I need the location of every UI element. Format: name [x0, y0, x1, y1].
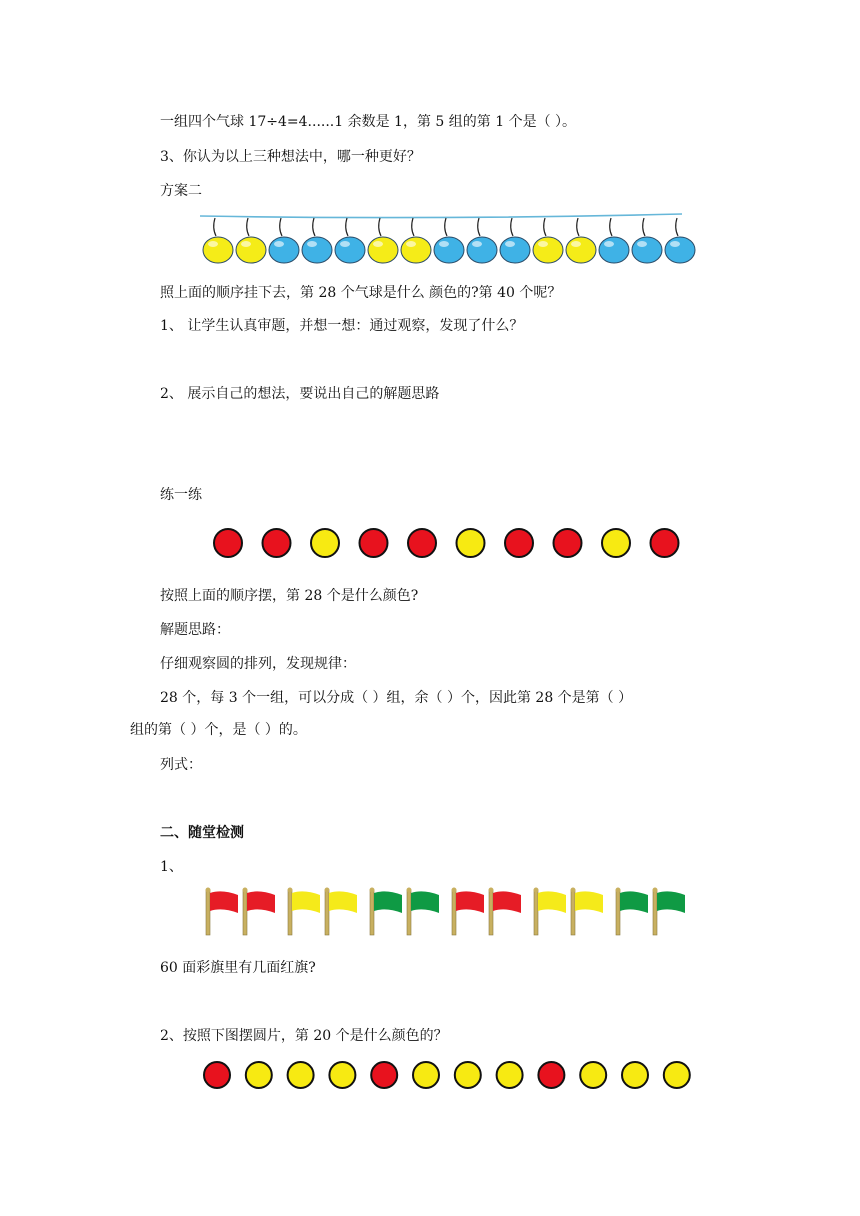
circle-yellow — [457, 529, 485, 557]
circle-red — [360, 529, 388, 557]
heading-practice: 练一练 — [160, 487, 202, 503]
circle-yellow — [664, 1062, 690, 1088]
circle-yellow — [413, 1062, 439, 1088]
text-line-2: 3、你认为以上三种想法中，哪一种更好？ — [160, 149, 421, 165]
circle-yellow — [288, 1062, 314, 1088]
flag-yellow — [288, 888, 321, 936]
balloon-blue — [302, 218, 332, 263]
circle-red — [204, 1062, 230, 1088]
circle-yellow — [455, 1062, 481, 1088]
flag-red — [243, 888, 276, 936]
balloon-yellow — [533, 218, 563, 263]
balloon-blue — [335, 218, 365, 263]
circle-red — [408, 529, 436, 557]
balloon-blue — [599, 218, 629, 263]
flag-red — [206, 888, 239, 936]
circle-yellow — [246, 1062, 272, 1088]
text-line-12: 组的第（ ）个，是（ ）的。 — [130, 722, 307, 738]
balloon-yellow — [236, 218, 266, 263]
flag-yellow — [571, 888, 604, 936]
balloon-row — [196, 210, 696, 270]
circle-red — [371, 1062, 397, 1088]
circle-yellow — [622, 1062, 648, 1088]
flag-yellow — [325, 888, 358, 936]
circle-yellow — [602, 529, 630, 557]
flag-yellow — [534, 888, 567, 936]
flag-green — [407, 888, 440, 936]
text-line-6: 2、 展示自己的想法，要说出自己的解题思路 — [160, 386, 440, 402]
text-line-5: 1、 让学生认真审题，并想一想：通过观察，发现了什么？ — [160, 318, 524, 334]
text-line-1: 一组四个气球 17÷4=4......1 余数是 1，第 5 组的第 1 个是（ ）。 — [160, 114, 577, 130]
test-circle-row — [200, 1055, 700, 1095]
flag-green — [653, 888, 686, 936]
flag-red — [489, 888, 522, 936]
heading-plan-two: 方案二 — [160, 183, 202, 199]
balloon-blue — [665, 218, 695, 263]
text-line-13: 列式： — [160, 757, 202, 773]
circle-yellow — [329, 1062, 355, 1088]
text-line-11: 28 个，每 3 个一组，可以分成（ ）组，余（ ）个，因此第 28 个是第（ ） — [160, 690, 633, 706]
balloon-yellow — [203, 218, 233, 263]
flag-green — [616, 888, 649, 936]
circle-red — [505, 529, 533, 557]
text-line-9: 解题思路： — [160, 622, 230, 638]
balloon-blue — [632, 218, 662, 263]
text-line-15: 1、 — [160, 859, 183, 875]
balloon-yellow — [401, 218, 431, 263]
balloon-string — [200, 214, 682, 218]
text-line-10: 仔细观察圆的排列，发现规律： — [160, 656, 356, 672]
practice-circle-row — [208, 523, 688, 563]
balloon-blue — [467, 218, 497, 263]
flag-green — [370, 888, 403, 936]
circle-red — [214, 529, 242, 557]
text-line-16: 60 面彩旗里有几面红旗? — [160, 960, 316, 976]
section-heading-test: 二、随堂检测 — [160, 825, 244, 841]
flag-row — [200, 888, 700, 938]
circle-yellow — [580, 1062, 606, 1088]
circle-yellow — [311, 529, 339, 557]
circle-red — [651, 529, 679, 557]
text-line-17: 2、按照下图摆圆片，第 20 个是什么颜色的？ — [160, 1028, 448, 1044]
balloon-yellow — [566, 218, 596, 263]
balloon-blue — [500, 218, 530, 263]
balloon-yellow — [368, 218, 398, 263]
text-line-8: 按照上面的顺序摆，第 28 个是什么颜色? — [160, 588, 419, 604]
circle-red — [263, 529, 291, 557]
circle-red — [554, 529, 582, 557]
circle-red — [538, 1062, 564, 1088]
balloon-blue — [434, 218, 464, 263]
balloon-blue — [269, 218, 299, 263]
text-line-4: 照上面的顺序挂下去，第 28 个气球是什么 颜色的?第 40 个呢？ — [160, 285, 562, 301]
flag-red — [452, 888, 485, 936]
circle-yellow — [497, 1062, 523, 1088]
